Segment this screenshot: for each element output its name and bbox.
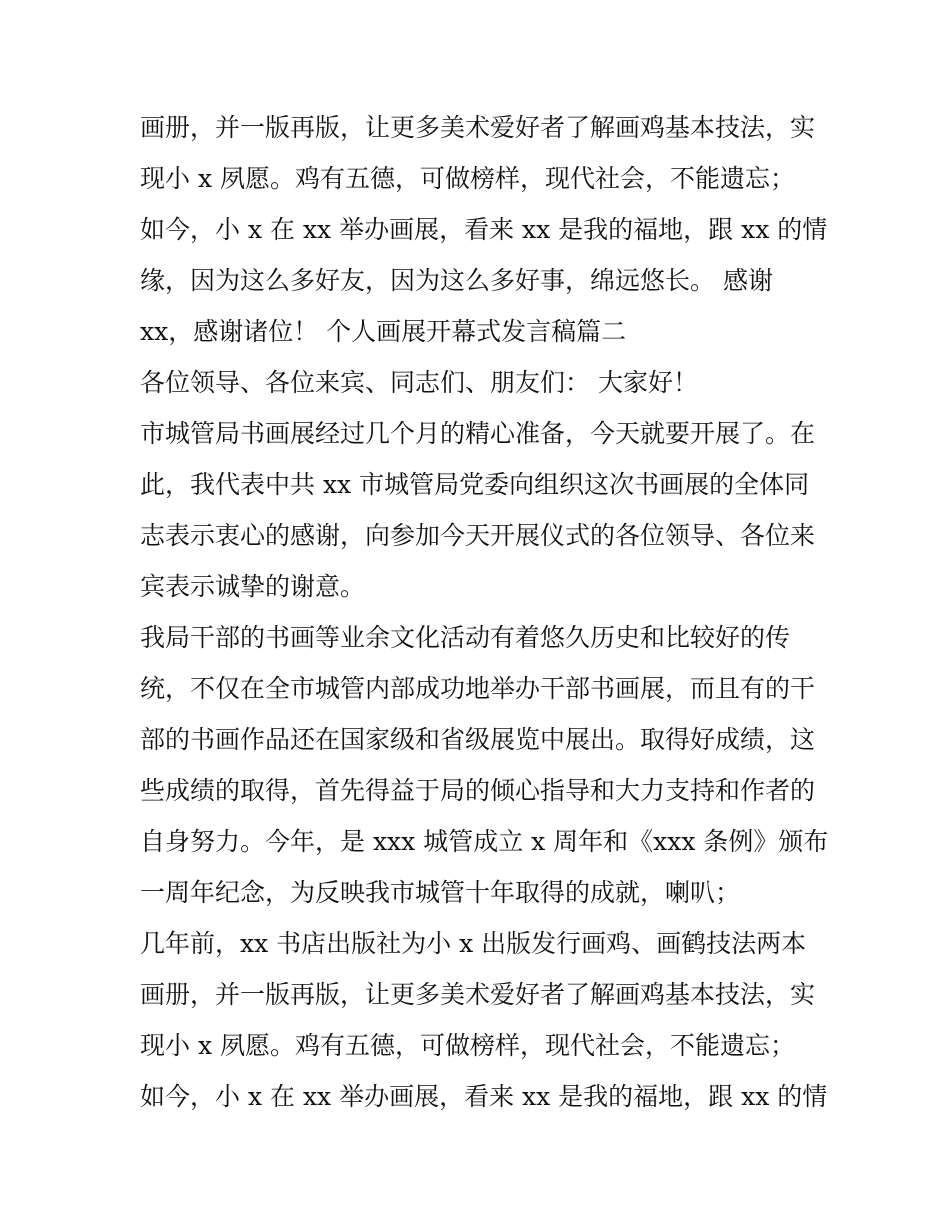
text-line: 宾表示诚挚的谢意。 <box>140 572 366 601</box>
text-line: 志表示衷心的感谢，向参加今天开展仪式的各位领导、各位来 <box>140 521 816 550</box>
text-line: 一周年纪念，为反映我市城管十年取得的成就，喇叭； <box>140 878 741 907</box>
text-line: 现小 x 夙愿。鸡有五德，可做榜样，现代社会，不能遗忘； <box>140 164 795 193</box>
text-line: 自身努力。今年，是 xxx 城管成立 x 周年和《xxx 条例》颁布 <box>140 827 829 856</box>
text-line: 市城管局书画展经过几个月的精心准备，今天就要开展了。在 <box>140 419 816 448</box>
text-line: 几年前，xx 书店出版社为小 x 出版发行画鸡、画鹤技法两本 <box>140 929 807 958</box>
text-line: xx，感谢诸位！ 个人画展开幕式发言稿篇二 <box>140 317 627 346</box>
text-line: 画册，并一版再版，让更多美术爱好者了解画鸡基本技法，实 <box>140 980 816 1009</box>
text-line: 我局干部的书画等业余文化活动有着悠久历史和比较好的传 <box>140 623 791 652</box>
text-line: 画册，并一版再版，让更多美术爱好者了解画鸡基本技法，实 <box>140 113 816 142</box>
text-line: 统，不仅在全市城管内部成功地举办干部书画展，而且有的干 <box>140 674 816 703</box>
text-line: 如今，小 x 在 xx 举办画展，看来 xx 是我的福地，跟 xx 的情 <box>140 215 828 244</box>
text-line: 此，我代表中共 xx 市城管局党委向组织这次书画展的全体同 <box>140 470 810 499</box>
text-line: 现小 x 夙愿。鸡有五德，可做榜样，现代社会，不能遗忘； <box>140 1031 795 1060</box>
text-line: 各位领导、各位来宾、同志们、朋友们： 大家好！ <box>140 368 698 397</box>
text-line: 缘，因为这么多好友，因为这么多好事，绵远悠长。 感谢 <box>140 266 773 295</box>
text-line: 部的书画作品还在国家级和省级展览中展出。取得好成绩，这 <box>140 725 816 754</box>
text-line: 些成绩的取得，首先得益于局的倾心指导和大力支持和作者的 <box>140 776 816 805</box>
text-line: 如今，小 x 在 xx 举办画展，看来 xx 是我的福地，跟 xx 的情 <box>140 1082 828 1111</box>
